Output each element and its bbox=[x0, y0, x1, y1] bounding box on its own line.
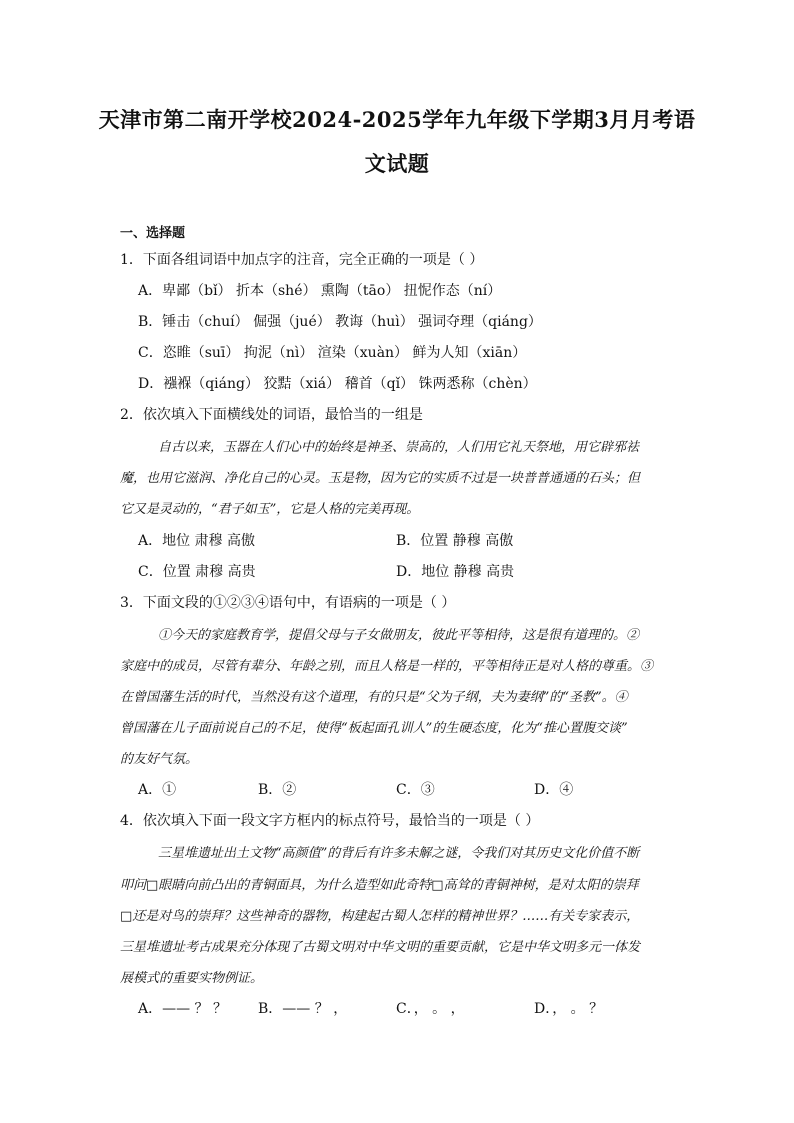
question-3-passage-line: 在曾国藩生活的时代，当然没有这个道理，有的只是“父为子纲，夫为妻纲”的“圣教”。④ bbox=[120, 690, 628, 705]
exam-title-line1: 天津市第二南开学校2024-2025学年九年级下学期3月月考语 bbox=[98, 107, 696, 132]
question-3-passage-line: 曾国藩在儿子面前说自己的不足，使得“板起面孔训人”的生硬态度，化为“推心置腹交谈” bbox=[120, 721, 628, 736]
question-3-passage-line: 的友好气氛。 bbox=[120, 752, 199, 767]
section-heading: 一、选择题 bbox=[120, 226, 186, 241]
question-1-option-c: C．恣睢（suī） 拘泥（nì） 渲染（xuàn） 鲜为人知（xiān） bbox=[138, 345, 527, 361]
question-4-passage-line: □还是对鸟的崇拜？这些神奇的器物，构建起古蜀人怎样的精神世界？……有关专家表示， bbox=[120, 909, 640, 924]
question-3-option-a: A．① bbox=[138, 782, 177, 798]
question-2-option-b: B．位置 静穆 高傲 bbox=[396, 533, 514, 549]
question-4-option-b: B．—— ？ ， bbox=[258, 1001, 348, 1017]
question-2-passage-line: 魔，也用它滋润、净化自己的心灵。玉是物，因为它的实质不过是一块普普通通的石头；但 bbox=[120, 471, 641, 486]
question-2-option-a: A．地位 肃穆 高傲 bbox=[138, 533, 256, 549]
question-3-passage-line: ①今天的家庭教育学，提倡父母与子女做朋友，彼此平等相待，这是很有道理的。② bbox=[158, 628, 640, 643]
question-3-option-b: B．② bbox=[258, 782, 297, 798]
question-2-passage-line: 自古以来，玉器在人们心中的始终是神圣、崇高的，人们用它礼天祭地，用它辟邪祛 bbox=[158, 440, 640, 455]
question-4-passage-line: 展模式的重要实物例证。 bbox=[120, 971, 264, 986]
question-4-option-c: C．， 。 ， bbox=[396, 1001, 465, 1017]
question-1-option-d: D．襁褓（qiáng） 狡黠（xiá） 稽首（qǐ） 铢两悉称（chèn） bbox=[138, 376, 537, 392]
question-1-stem: 1．下面各组词语中加点字的注音，完全正确的一项是（ ） bbox=[120, 252, 484, 268]
question-3-option-c: C．③ bbox=[396, 782, 435, 798]
exam-title-line2: 文试题 bbox=[364, 151, 430, 176]
question-3-passage-line: 家庭中的成员，尽管有辈分、年龄之别，而且人格是一样的，平等相待正是对人格的尊重。③ bbox=[120, 659, 654, 674]
question-3-option-d: D．④ bbox=[534, 782, 574, 798]
question-4-option-d: D．， 。 ？ bbox=[534, 1001, 604, 1017]
question-2-passage-line: 它又是灵动的，“君子如玉”，它是人格的完美再现。 bbox=[120, 502, 420, 517]
question-2-option-d: D．地位 静穆 高贵 bbox=[396, 564, 515, 580]
question-4-passage-line: 叩问□眼睛向前凸出的青铜面具，为什么造型如此奇特□高耸的青铜神树，是对太阳的崇拜 bbox=[120, 878, 639, 893]
question-4-stem: 4．依次填入下面一段文字方框内的标点符号，最恰当的一项是（ ） bbox=[120, 813, 540, 829]
question-4-option-a: A．—— ？ ？ bbox=[138, 1001, 228, 1017]
question-1-option-a: A．卑鄙（bǐ） 折本（shé） 熏陶（tāo） 扭怩作态（ní） bbox=[138, 283, 502, 299]
question-3-stem: 3．下面文段的①②③④语句中，有语病的一项是（ ） bbox=[120, 595, 456, 611]
question-2-stem: 2．依次填入下面横线处的词语，最恰当的一组是 bbox=[120, 407, 423, 423]
question-4-passage-line: 三星堆遗址出土文物“高颜值”的背后有许多未解之谜，令我们对其历史文化价值不断 bbox=[158, 846, 640, 861]
question-4-passage-line: 三星堆遗址考古成果充分体现了古蜀文明对中华文明的重要贡献，它是中华文明多元一体发 bbox=[120, 940, 641, 955]
question-2-option-c: C．位置 肃穆 高贵 bbox=[138, 564, 256, 580]
question-1-option-b: B．锤击（chuí） 倔强（jué） 教诲（huì） 强词夺理（qiáng） bbox=[138, 314, 542, 330]
